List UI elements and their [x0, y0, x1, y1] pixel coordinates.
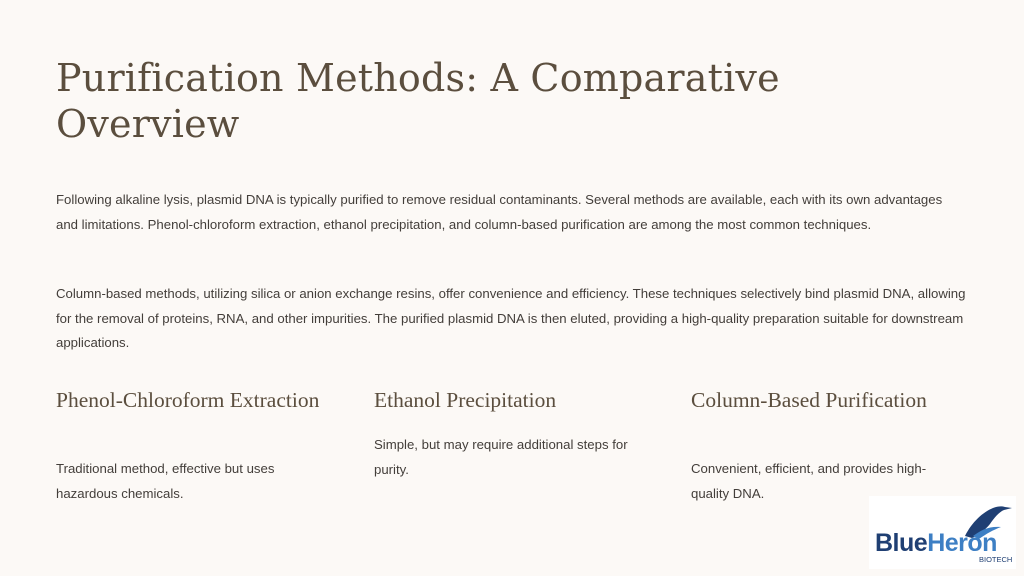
method-card-column-based [691, 388, 981, 501]
method-description: Traditional method, effective but uses hazardous chemicals. [56, 461, 275, 501]
method-title: Phenol-Chloroform Extraction [56, 388, 320, 412]
logo-word-heron: Heron [927, 529, 997, 557]
method-description: Convenient, efficient, and provides high-quality DNA. [691, 461, 927, 501]
page-title: Purification Methods: A Comparative Overview [56, 56, 780, 146]
logo-word-blue: Blue [875, 529, 928, 557]
method-title: Ethanol Precipitation [374, 388, 557, 412]
blueheron-logo [869, 496, 1016, 569]
intro-paragraph: Following alkaline lysis, plasmid DNA is typically purified to remove residual contaminants. Several methods are available, each with its own advantages and limitations. Phenol-chloroform extraction, ethanol precipitation, and column-based purification are among the most common techniques. [56, 192, 943, 232]
logo-subtitle: BIOTECH [979, 555, 1013, 564]
method-card-ethanol-precipitation [374, 388, 664, 477]
logo-graphic [869, 496, 1016, 569]
column-methods-paragraph: Column-based methods, utilizing silica or anion exchange resins, offer convenience and efficiency. These techniques selectively bind plasmid DNA, allowing for the removal of proteins, RNA, and other impurities. The purified plasmid DNA is then eluted, providing a high-quality preparation suitable for downstream applications. [56, 286, 966, 350]
method-description: Simple, but may require additional steps for purity. [374, 437, 628, 477]
method-title: Column-Based Purification [691, 388, 927, 412]
logo-wordmark [875, 529, 997, 557]
method-card-phenol-chloroform [56, 388, 326, 501]
